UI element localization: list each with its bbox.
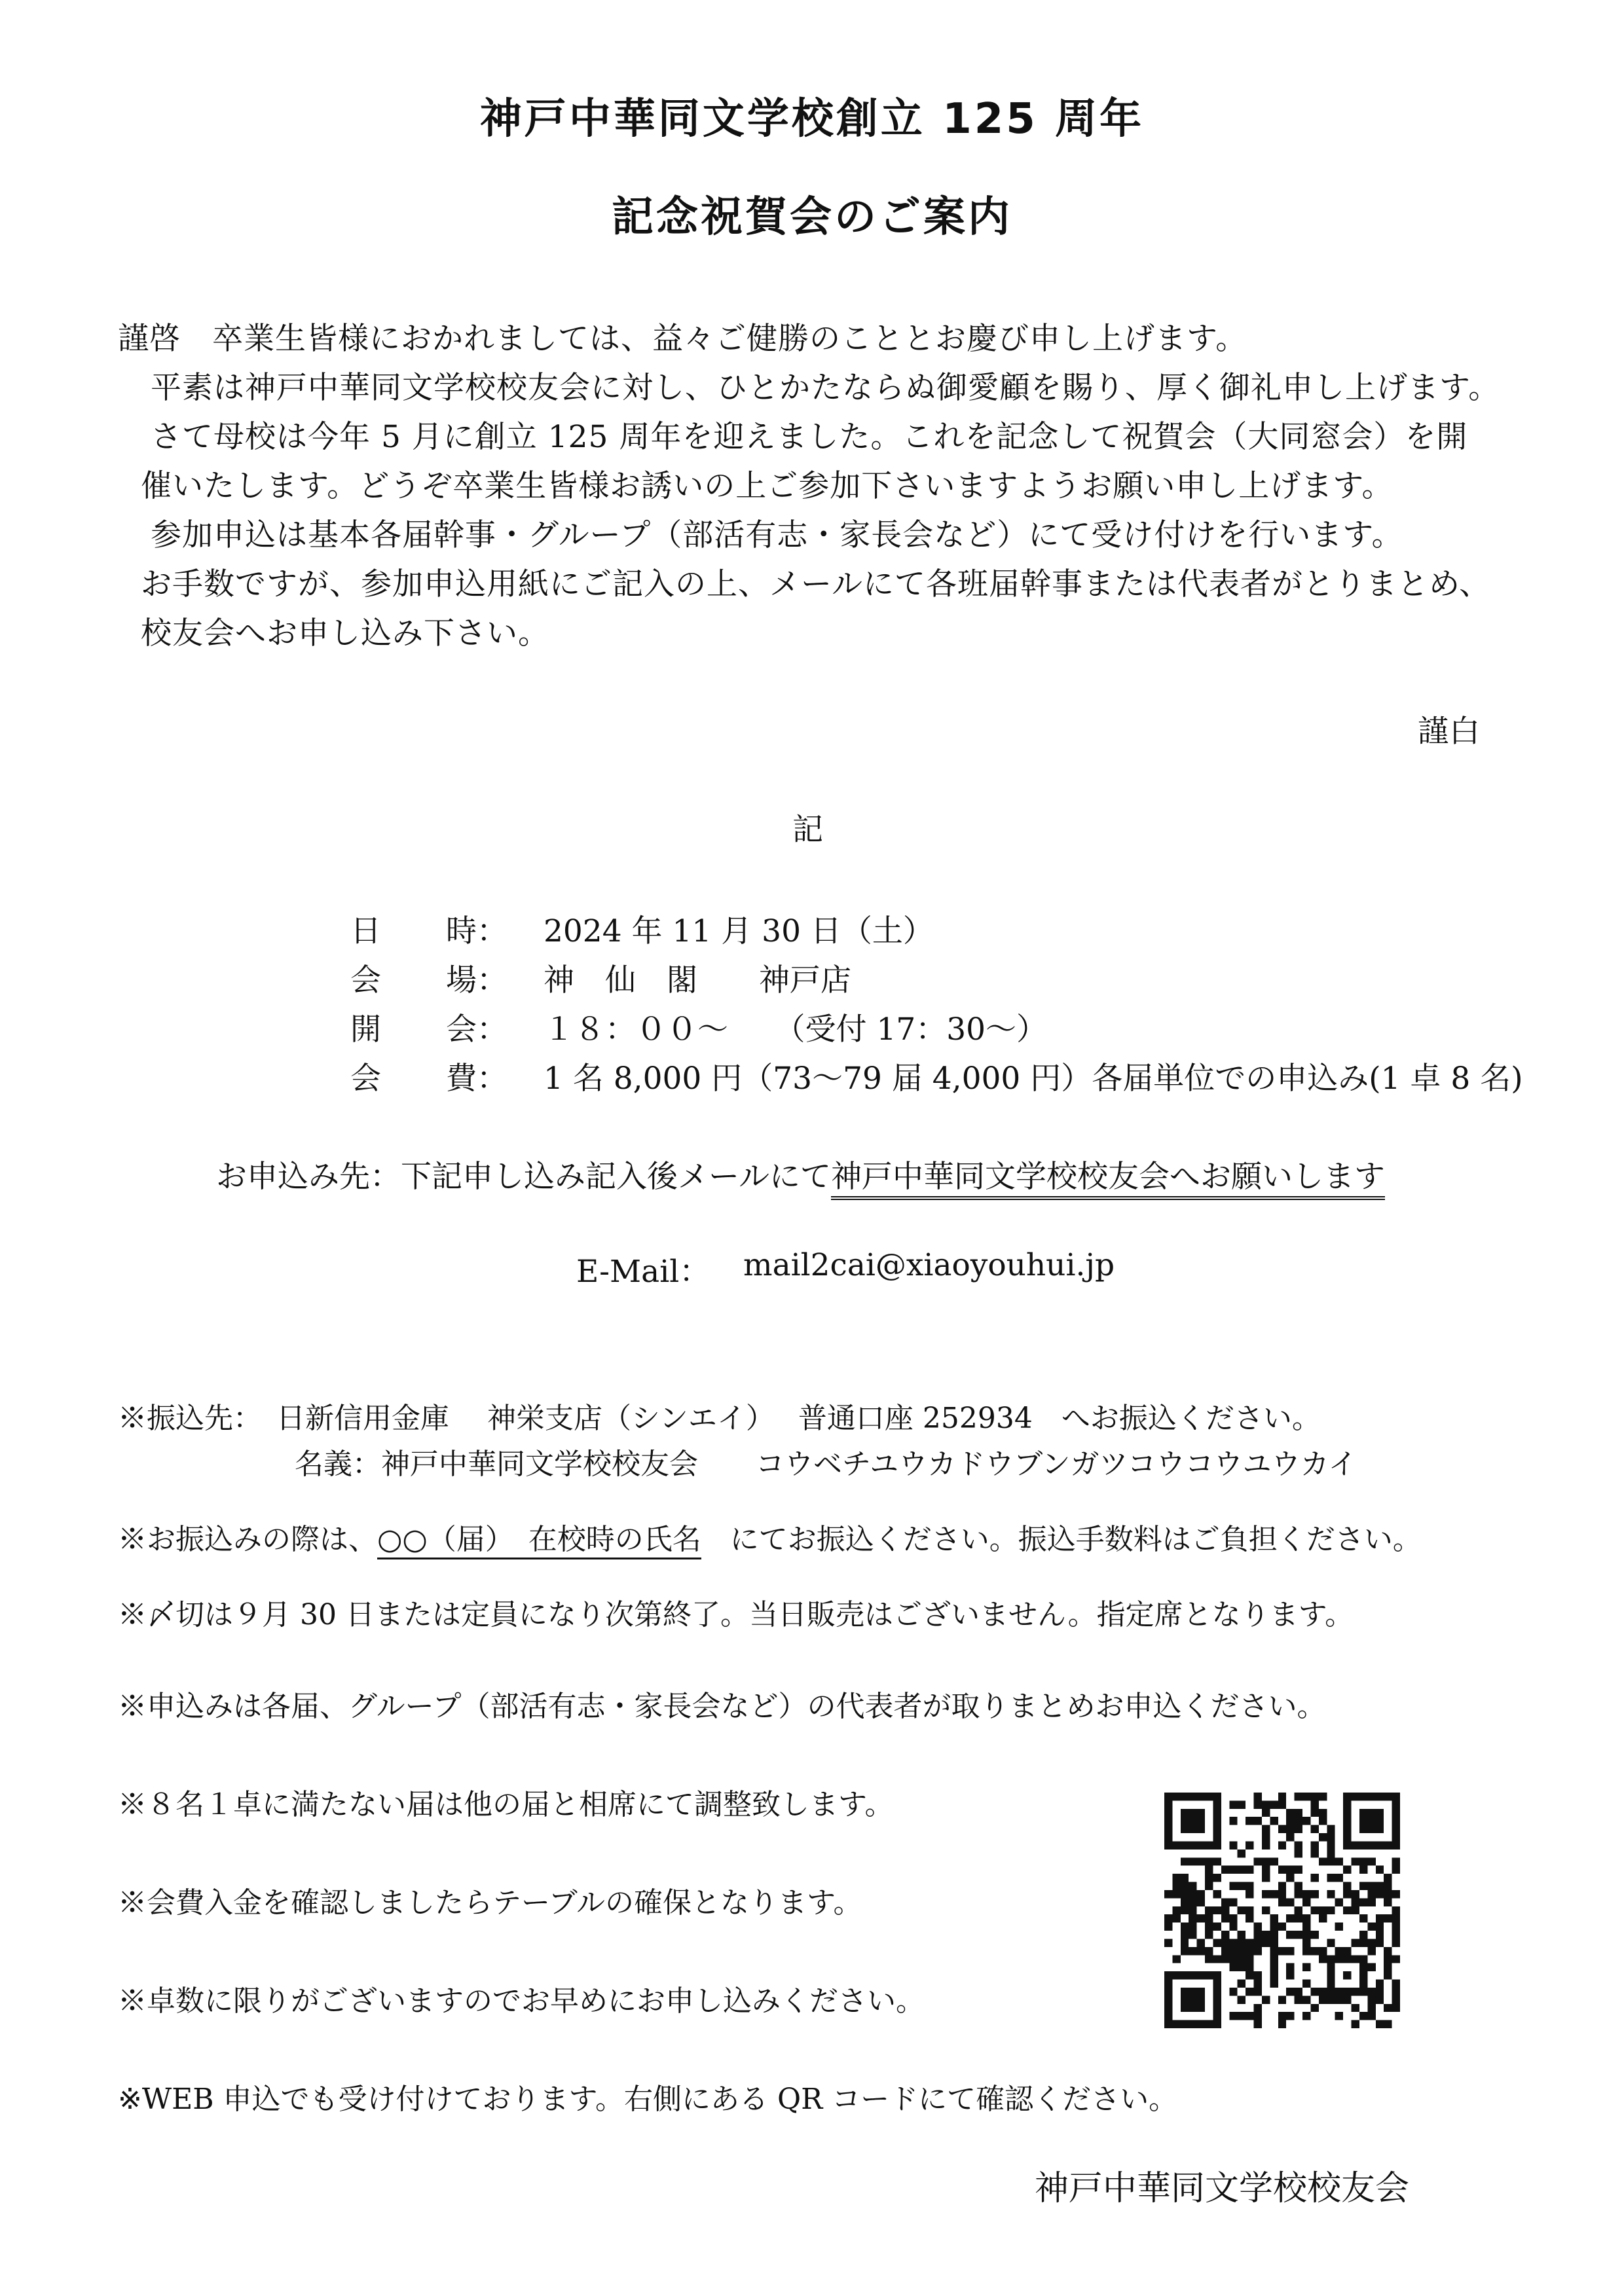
qr-code-icon[interactable] — [1164, 1793, 1400, 2028]
greeting-line: お手数ですが、参加申込用紙にご記入の上、メールにて各班届幹事または代表者がとりまとめ、 — [141, 566, 1491, 602]
note-item: ※WEB 申込でも受け付けております。右側にある QR コードにて確認ください。 — [118, 2083, 1178, 2116]
note-item: ※〆切は９月 30 日または定員になり次第終了。当日販売はございません。指定席となります。 — [118, 1598, 1354, 1631]
apply-line: お申込み先：下記申し込み記入後メールにて神戸中華同文学校校友会へお願いします — [216, 1152, 1385, 1196]
ki-heading: 記 — [792, 812, 824, 848]
detail-label-open: 開 会： — [350, 1011, 507, 1048]
detail-value-fee: 1 名 8,000 円（73～79 届 4,000 円）各届単位での申込み(1 卓 8 名) — [544, 1061, 1523, 1097]
note-item: ※卓数に限りがございますのでお早めにお申し込みください。 — [118, 1984, 925, 2018]
detail-value-open: １８：００～ （受付 17：30～） — [544, 1011, 1048, 1048]
note-transfer-underlined: ○○（届） 在校時の氏名 — [377, 1523, 701, 1559]
greeting-line: 謹啓 卒業生皆様におかれましては、益々ご健勝のこととお慶び申し上げます。 — [118, 321, 1247, 357]
note-transfer: ※お振込みの際は、○○（届） 在校時の氏名 にてお振込ください。振込手数料はご負担ください。 — [118, 1516, 1422, 1558]
detail-label-fee: 会 費： — [350, 1061, 507, 1097]
bank-line-2: 名義：神戸中華同文学校校友会 コウベチユウカドウブンガツコウコウユウカイ — [295, 1448, 1357, 1481]
bank-line-1: ※振込先： 日新信用金庫 神栄支店（シンエイ） 普通口座 252934 へお振込ください。 — [118, 1402, 1321, 1435]
greeting-line: 参加申込は基本各届幹事・グループ（部活有志・家長会など）にて受け付けを行います。 — [151, 517, 1403, 553]
email-address[interactable]: mail2cai@xiaoyouhui.jp — [743, 1247, 1115, 1283]
apply-underlined: 神戸中華同文学校校友会へお願いします — [831, 1159, 1385, 1200]
detail-value-datetime: 2024 年 11 月 30 日（土） — [544, 913, 934, 949]
note-item: ※会費入金を確認しましたらテーブルの確保となります。 — [118, 1886, 862, 1920]
title-line-1: 神戸中華同文学校創立 125 周年 — [479, 95, 1145, 143]
note-item: ※８名１卓に満たない届は他の届と相席にて調整致します。 — [118, 1788, 894, 1821]
greeting-line: 催いたします。どうぞ卒業生皆様お誘いの上ご参加下さいますようお願い申し上げます。 — [141, 468, 1393, 504]
detail-value-venue: 神 仙 閣 神戸店 — [544, 962, 851, 998]
greeting-line: 校友会へお申し込み下さい。 — [141, 615, 549, 651]
greeting-line: 平素は神戸中華同文学校校友会に対し、ひとかたならぬ御愛顧を賜り、厚く御礼申し上げます。 — [151, 370, 1500, 406]
note-item: ※申込みは各届、グループ（部活有志・家長会など）の代表者が取りまとめお申込ください。 — [118, 1690, 1326, 1723]
detail-label-venue: 会 場： — [350, 962, 507, 998]
email-label: E-Mail： — [576, 1254, 710, 1290]
detail-label-datetime: 日 時： — [350, 913, 507, 949]
footer-organization: 神戸中華同文学校校友会 — [1035, 2169, 1410, 2208]
greeting-line: さて母校は今年 5 月に創立 125 周年を迎えました。これを記念して祝賀会（大同窓会）を開 — [151, 419, 1468, 455]
title-line-2: 記念祝賀会のご案内 — [612, 193, 1012, 242]
closing-kinpaku: 謹白 — [1418, 714, 1481, 750]
